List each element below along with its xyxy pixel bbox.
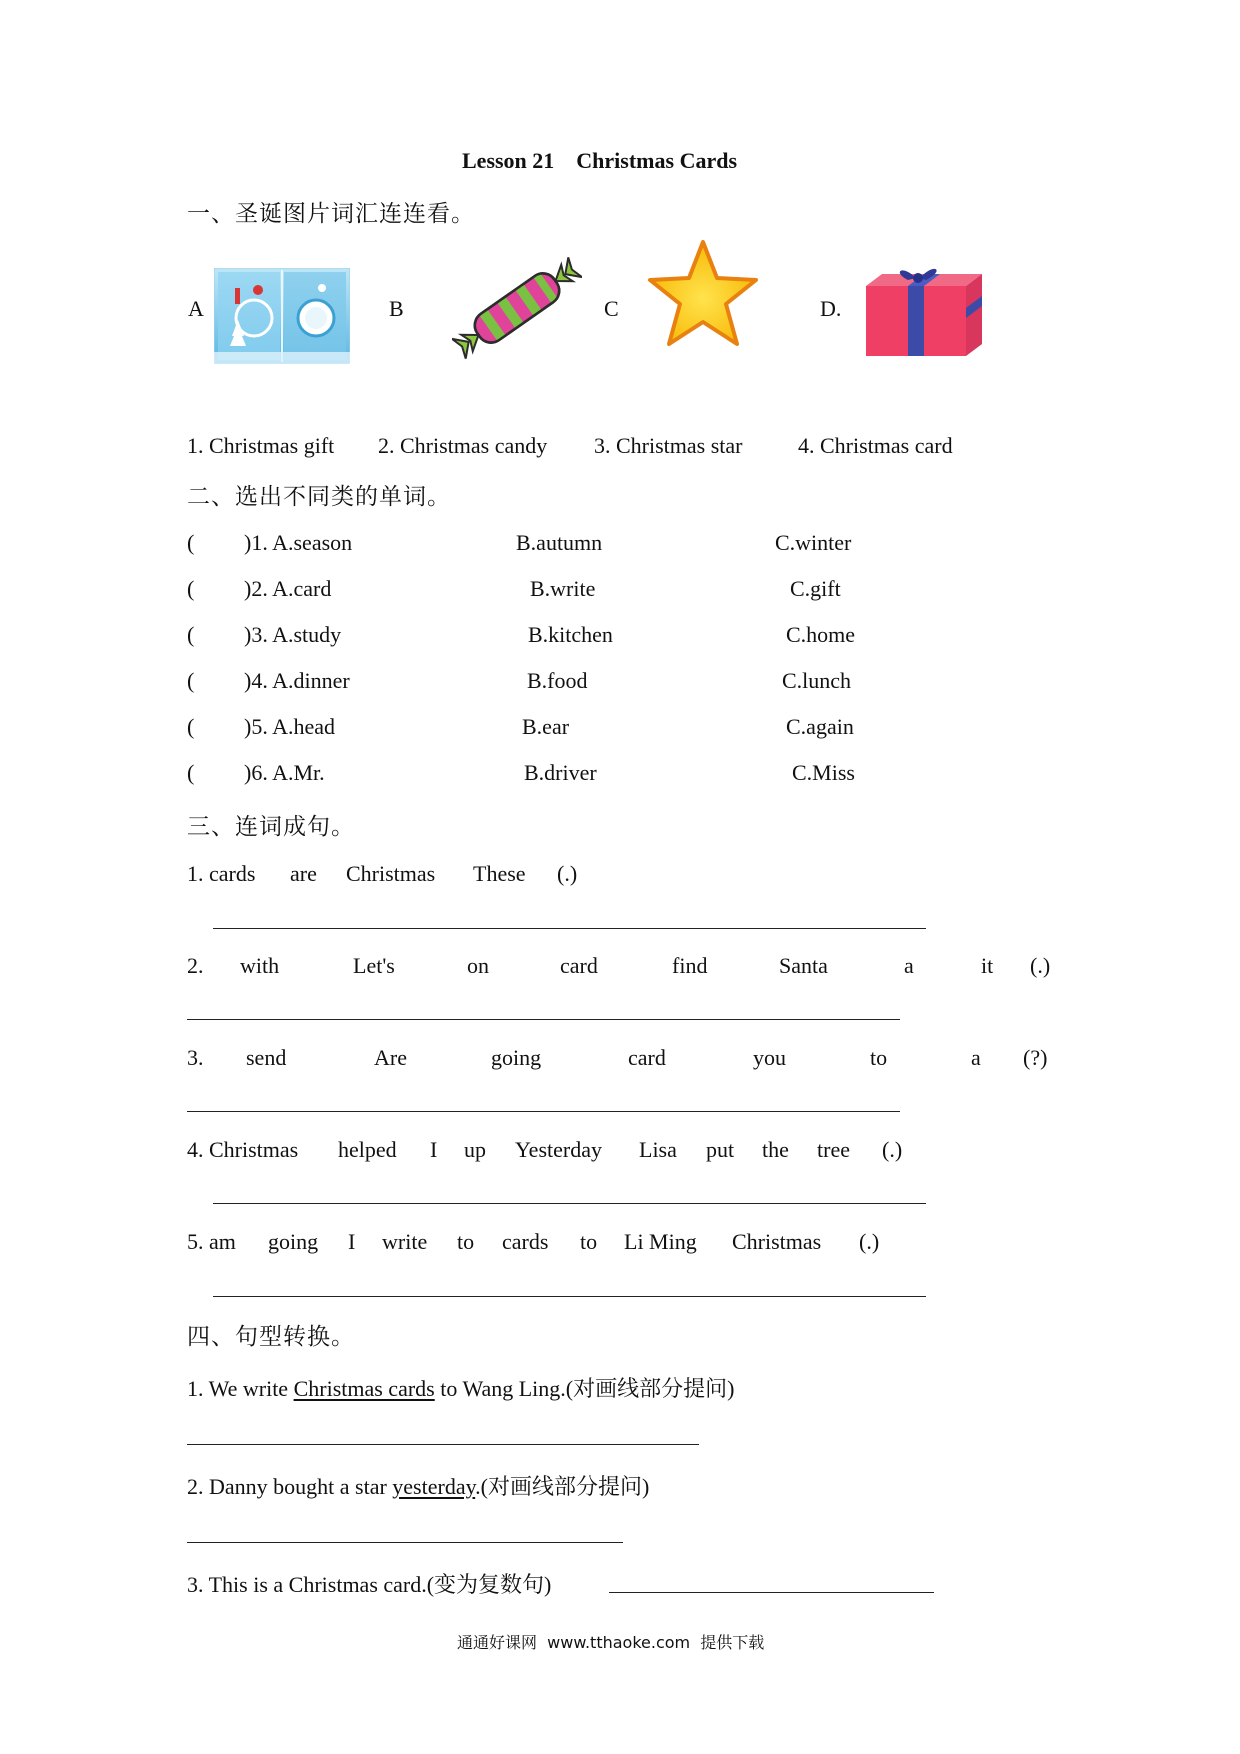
word: Christmas: [732, 1229, 822, 1254]
word: I: [430, 1137, 438, 1162]
word: (?): [1023, 1045, 1048, 1070]
word: up: [464, 1137, 486, 1162]
word: send: [246, 1045, 287, 1070]
word: going: [268, 1229, 319, 1254]
christmas-gift-image: [862, 260, 986, 360]
option-b: B.ear: [522, 714, 570, 739]
word: 1. cards: [187, 861, 256, 886]
word: with: [240, 953, 280, 978]
word: 5. am: [187, 1229, 236, 1254]
word: you: [753, 1045, 786, 1070]
word: 4. Christmas: [187, 1137, 299, 1162]
underlined-phrase: Christmas cards: [293, 1376, 435, 1401]
christmas-card-image: [214, 268, 350, 364]
word: 3.: [187, 1045, 204, 1070]
option-letter-b: B: [389, 296, 404, 321]
option-c: C.winter: [775, 530, 852, 555]
question-text: 1. We write: [187, 1376, 294, 1401]
word: to: [870, 1045, 888, 1070]
word: (.): [859, 1229, 880, 1254]
word: it: [981, 953, 994, 978]
answer-line[interactable]: [213, 928, 926, 929]
section3-heading: 三、连词成句。: [187, 814, 355, 840]
answer-line[interactable]: [187, 1444, 699, 1445]
word: These: [473, 861, 526, 886]
word: Li Ming: [624, 1229, 697, 1254]
answer-line[interactable]: [187, 1111, 900, 1112]
option-b: B.autumn: [516, 530, 603, 555]
option-a: )1. A.season: [244, 530, 353, 555]
transform-question-3: 3. This is a Christmas card.(变为复数句): [187, 1572, 552, 1597]
section4-heading: 四、句型转换。: [187, 1324, 355, 1350]
vocab-word-4: 4. Christmas card: [798, 433, 953, 458]
option-a: )4. A.dinner: [244, 668, 350, 693]
answer-line[interactable]: [187, 1019, 900, 1020]
option-a: )5. A.head: [244, 714, 336, 739]
question-text: 2. Danny bought a star: [187, 1474, 393, 1499]
christmas-star-image: [644, 238, 762, 350]
option-c: C.lunch: [782, 668, 852, 693]
word: a: [971, 1045, 981, 1070]
vocab-word-1: 1. Christmas gift: [187, 433, 335, 458]
christmas-candy-image: [452, 254, 582, 362]
word: the: [762, 1137, 789, 1162]
section2-heading: 二、选出不同类的单词。: [187, 484, 451, 510]
word: (.): [1030, 953, 1051, 978]
option-letter-d: D.: [820, 296, 842, 321]
footer-credit: 通通好课网 www.tthaoke.com 提供下载: [457, 1633, 765, 1652]
answer-line[interactable]: [213, 1203, 926, 1204]
option-b: B.kitchen: [528, 622, 613, 647]
option-a: )6. A.Mr.: [244, 760, 325, 785]
question-instruction: .(对画线部分提问): [475, 1474, 650, 1499]
word: Yesterday: [515, 1137, 602, 1162]
question-instruction: to Wang Ling.(对画线部分提问): [434, 1376, 735, 1401]
word: find: [672, 953, 708, 978]
word: cards: [502, 1229, 549, 1254]
transform-question-2: [187, 1470, 649, 1501]
option-letter-a: A: [188, 296, 204, 321]
word: Santa: [779, 953, 828, 978]
word: Christmas: [346, 861, 436, 886]
word: a: [904, 953, 914, 978]
section1-heading: 一、圣诞图片词汇连连看。: [187, 201, 475, 227]
option-letter-c: C: [604, 296, 619, 321]
word: card: [560, 953, 598, 978]
option-b: B.write: [530, 576, 596, 601]
answer-bracket[interactable]: (: [187, 760, 195, 785]
answer-bracket[interactable]: (: [187, 714, 195, 739]
word: to: [457, 1229, 475, 1254]
word: tree: [817, 1137, 850, 1162]
word: (.): [557, 861, 578, 886]
vocab-word-3: 3. Christmas star: [594, 433, 743, 458]
word: Let's: [353, 953, 395, 978]
word: (.): [882, 1137, 903, 1162]
option-a: )3. A.study: [244, 622, 342, 647]
word: card: [628, 1045, 666, 1070]
word: Are: [374, 1045, 407, 1070]
vocab-word-2: 2. Christmas candy: [378, 433, 548, 458]
word: 2.: [187, 953, 204, 978]
page-title: Lesson 21 Christmas Cards: [462, 148, 738, 173]
transform-question-1: [187, 1372, 734, 1403]
option-c: C.Miss: [792, 760, 855, 785]
word: write: [382, 1229, 428, 1254]
option-c: C.home: [786, 622, 856, 647]
word: to: [580, 1229, 598, 1254]
word: on: [467, 953, 489, 978]
word: put: [706, 1137, 735, 1162]
option-a: )2. A.card: [244, 576, 332, 601]
answer-line[interactable]: [187, 1542, 623, 1543]
underlined-phrase: yesterday: [392, 1474, 476, 1499]
answer-bracket[interactable]: (: [187, 576, 195, 601]
answer-bracket[interactable]: (: [187, 668, 195, 693]
word: going: [491, 1045, 542, 1070]
answer-line[interactable]: [609, 1592, 934, 1593]
word: I: [348, 1229, 356, 1254]
answer-bracket[interactable]: (: [187, 622, 195, 647]
option-b: B.food: [527, 668, 588, 693]
option-c: C.gift: [790, 576, 841, 601]
answer-line[interactable]: [213, 1296, 926, 1297]
word: helped: [338, 1137, 397, 1162]
answer-bracket[interactable]: (: [187, 530, 195, 555]
option-c: C.again: [786, 714, 854, 739]
word: Lisa: [639, 1137, 677, 1162]
option-b: B.driver: [524, 760, 597, 785]
word: are: [290, 861, 317, 886]
